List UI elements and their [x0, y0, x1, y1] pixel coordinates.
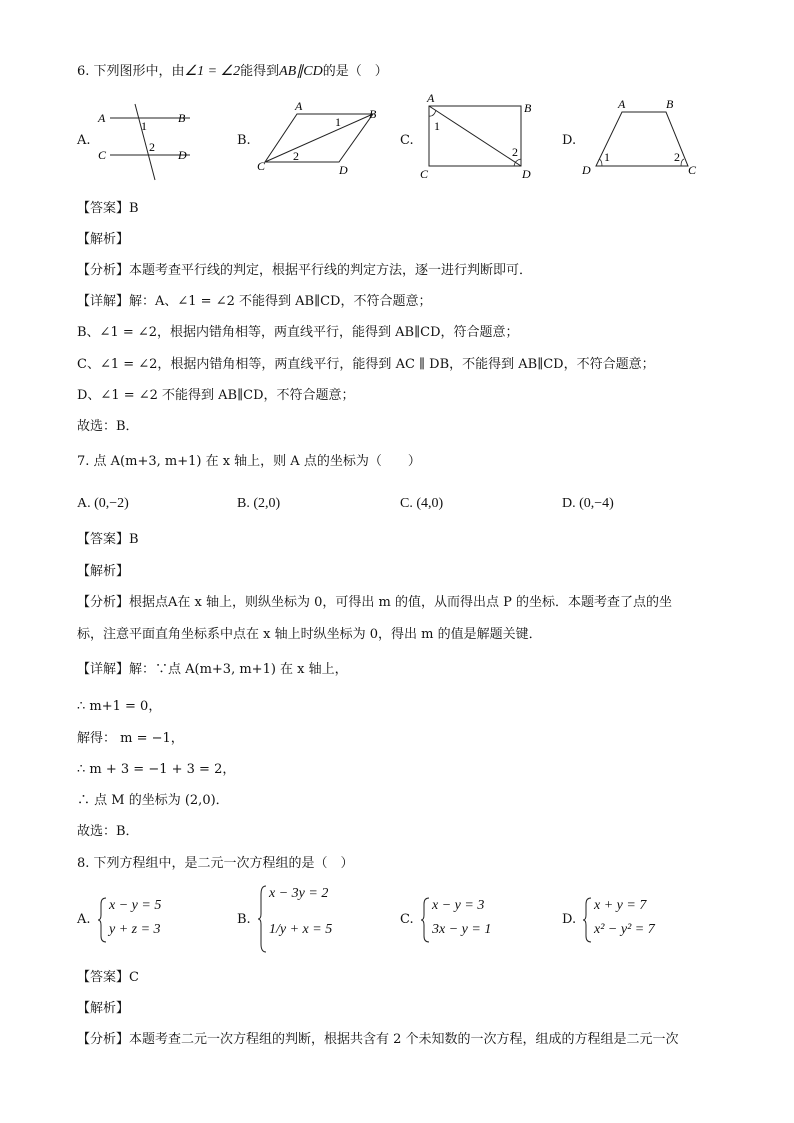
svg-text:A: A — [427, 92, 435, 105]
q7-answer: 【答案】B — [77, 532, 139, 547]
q8-system-b — [257, 884, 357, 956]
svg-text:1: 1 — [604, 150, 610, 164]
q8-system-a — [97, 896, 187, 944]
q6-detail-4: D、∠1 = ∠2 不能得到 AB∥CD，不符合题意； — [77, 388, 355, 403]
svg-text:2: 2 — [149, 140, 155, 154]
svg-text:A: A — [295, 100, 303, 113]
q7-analysis-1: 【分析】根据点A在 x 轴上，则纵坐标为 0，可得出 m 的值，从而得出点 P 的坐标．本题考查了点的坐 — [77, 595, 672, 610]
svg-text:D: D — [522, 167, 531, 181]
q6-figure-d — [580, 98, 700, 180]
q7-detail-5: ∴ 点 M 的坐标为 (2,0)． — [77, 793, 229, 808]
q6-option-c-label: C. — [400, 133, 414, 148]
brace-icon — [257, 884, 267, 954]
svg-text:C: C — [257, 159, 266, 173]
brace-icon — [97, 896, 107, 944]
svg-text:A: A — [98, 111, 106, 125]
svg-text:C: C — [98, 148, 107, 162]
q8-a-eq1: x − y = 5 — [109, 898, 162, 913]
svg-text:1: 1 — [141, 119, 147, 133]
svg-text:B: B — [666, 98, 674, 111]
q8-c-eq1: x − y = 3 — [432, 898, 485, 913]
q7-stem: 7. 点 A(m+3, m+1) 在 x 轴上，则 A 点的坐标为（ ） — [77, 454, 421, 469]
q7-option-c: C. (4,0) — [400, 496, 444, 511]
q6-conclusion: 故选：B． — [77, 419, 139, 434]
svg-text:D: D — [582, 163, 591, 177]
q8-answer: 【答案】C — [77, 970, 139, 985]
q6-option-d-label: D. — [562, 133, 577, 148]
svg-text:D: D — [339, 163, 348, 177]
q8-stem: 8. 下列方程组中，是二元一次方程组的是（ ） — [77, 856, 354, 871]
svg-text:C: C — [688, 163, 697, 177]
q8-analysis: 【分析】本题考查二元一次方程组的判断，根据共含有 2 个未知数的一次方程，组成的方程组是二元一次 — [77, 1032, 679, 1047]
q8-b-eq1: x − 3y = 2 — [269, 886, 329, 901]
q6-figure-c — [418, 92, 538, 182]
svg-text:1: 1 — [335, 115, 341, 129]
q6-detail-1: 【详解】解：A、∠1 = ∠2 不能得到 AB∥CD，不符合题意； — [77, 294, 432, 309]
q7-detail-2: ∴ m+1 = 0， — [77, 699, 162, 714]
svg-text:C: C — [420, 167, 429, 181]
q6-stem: 6. 下列图形中，由∠1 = ∠2能得到AB∥CD的是（ ） — [77, 64, 388, 79]
q6-detail-2: B、∠1 = ∠2，根据内错角相等，两直线平行，能得到 AB∥CD，符合题意； — [77, 325, 519, 340]
svg-text:2: 2 — [674, 150, 680, 164]
q7-option-a: A. (0,−2) — [77, 496, 129, 511]
q6-analysis: 【分析】本题考查平行线的判定，根据平行线的判定方法，逐一进行判断即可． — [77, 263, 533, 278]
q7-detail-1: 【详解】解：∵点 A(m+3, m+1) 在 x 轴上， — [77, 662, 348, 677]
q6-option-b-label: B. — [237, 133, 251, 148]
q7-option-b: B. (2,0) — [237, 496, 281, 511]
q8-analysis-heading: 【解析】 — [77, 1001, 130, 1016]
q7-analysis-heading: 【解析】 — [77, 564, 130, 579]
q8-d-eq1: x + y = 7 — [594, 898, 647, 913]
q8-option-c-label: C. — [400, 912, 414, 927]
q7-detail-3: 解得： m = −1， — [77, 731, 184, 746]
q8-a-eq2: y + z = 3 — [109, 922, 161, 937]
q6-analysis-heading: 【解析】 — [77, 232, 130, 247]
q7-detail-4: ∴ m + 3 = −1 + 3 = 2， — [77, 762, 236, 777]
q7-analysis-2: 标，注意平面直角坐标系中点在 x 轴上时纵坐标为 0，得出 m 的值是解题关键． — [77, 627, 542, 642]
svg-text:B: B — [369, 107, 377, 121]
svg-text:2: 2 — [512, 145, 518, 159]
q8-d-eq2: x² − y² = 7 — [594, 922, 655, 937]
q6-answer: 【答案】B — [77, 201, 139, 216]
q8-system-d — [582, 896, 682, 944]
svg-text:B: B — [524, 101, 532, 115]
svg-text:2: 2 — [293, 149, 299, 163]
q7-option-d: D. (0,−4) — [562, 496, 614, 511]
q8-system-c — [420, 896, 510, 944]
q6-option-a-label: A. — [77, 133, 91, 148]
q8-b-eq2: 1/y + x = 5 — [269, 922, 333, 937]
q6-detail-3: C、∠1 = ∠2，根据内错角相等，两直线平行，能得到 AC ∥ DB，不能得到 AB∥CD，不符合题意； — [77, 357, 655, 372]
q8-c-eq2: 3x − y = 1 — [432, 922, 492, 937]
brace-icon — [582, 896, 592, 944]
svg-text:D: D — [178, 148, 187, 162]
brace-icon — [420, 896, 430, 944]
q8-option-b-label: B. — [237, 912, 251, 927]
svg-text:1: 1 — [434, 119, 440, 133]
svg-text:A: A — [618, 98, 626, 111]
q8-option-a-label: A. — [77, 912, 91, 927]
q7-conclusion: 故选：B． — [77, 824, 139, 839]
q8-option-d-label: D. — [562, 912, 577, 927]
q6-figure-a — [92, 100, 204, 188]
svg-text:B: B — [178, 111, 186, 125]
q6-figure-b — [255, 100, 385, 180]
